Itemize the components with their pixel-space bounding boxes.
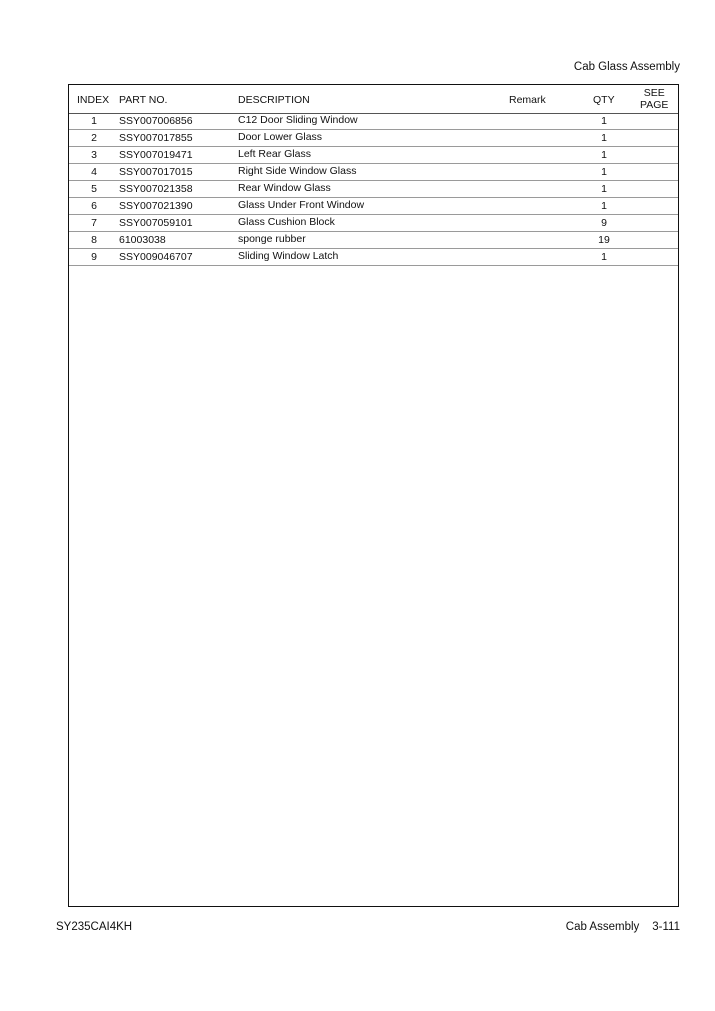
cell-index: 7 bbox=[91, 217, 97, 229]
cell-description: Sliding Window Latch bbox=[238, 250, 339, 262]
cell-qty: 1 bbox=[601, 149, 607, 161]
table-row bbox=[69, 130, 678, 147]
cell-index: 3 bbox=[91, 149, 97, 161]
cell-index: 2 bbox=[91, 132, 97, 144]
table-body bbox=[69, 113, 678, 266]
cell-qty: 1 bbox=[601, 115, 607, 127]
footer-model: SY235CAI4KH bbox=[56, 921, 133, 933]
cell-index: 5 bbox=[91, 183, 97, 195]
cell-description: Rear Window Glass bbox=[238, 182, 331, 194]
cell-description: C12 Door Sliding Window bbox=[238, 114, 358, 126]
cell-description: Glass Cushion Block bbox=[238, 216, 335, 228]
cell-description: Glass Under Front Window bbox=[238, 199, 365, 211]
cell-index: 6 bbox=[91, 200, 97, 212]
column-header-part-no: PART NO. bbox=[119, 94, 168, 106]
cell-part-no: SSY007006856 bbox=[119, 115, 193, 127]
cell-part-no: 61003038 bbox=[119, 234, 166, 246]
table-header bbox=[69, 85, 678, 114]
parts-table-frame bbox=[68, 84, 679, 907]
column-header-qty: QTY bbox=[593, 94, 615, 106]
footer-section-info bbox=[566, 921, 680, 933]
cell-description: sponge rubber bbox=[238, 233, 306, 245]
column-header-index: INDEX bbox=[77, 94, 110, 106]
page-number: 3-111 bbox=[652, 921, 680, 933]
see-page-line1: SEE bbox=[643, 87, 665, 99]
cell-part-no: SSY007017855 bbox=[119, 132, 193, 144]
cell-qty: 1 bbox=[601, 166, 607, 178]
cell-qty: 1 bbox=[601, 132, 607, 144]
table-row bbox=[69, 249, 678, 266]
table-row bbox=[69, 232, 678, 249]
cell-index: 4 bbox=[91, 166, 97, 178]
table-row bbox=[69, 215, 678, 232]
table-row bbox=[69, 113, 678, 130]
cell-qty: 1 bbox=[601, 183, 607, 195]
see-page-line2: PAGE bbox=[640, 99, 669, 111]
cell-part-no: SSY007021358 bbox=[119, 183, 193, 195]
cell-part-no: SSY007019471 bbox=[119, 149, 193, 161]
table-row bbox=[69, 164, 678, 181]
column-header-remark: Remark bbox=[509, 94, 546, 106]
column-header-description: DESCRIPTION bbox=[238, 94, 310, 106]
cell-qty: 1 bbox=[601, 200, 607, 212]
table-row bbox=[69, 181, 678, 198]
cell-part-no: SSY009046707 bbox=[119, 251, 193, 263]
cell-part-no: SSY007017015 bbox=[119, 166, 193, 178]
cell-qty: 9 bbox=[601, 217, 607, 229]
footer-section: Cab Assembly bbox=[565, 921, 640, 933]
cell-index: 1 bbox=[91, 115, 97, 127]
cell-qty: 1 bbox=[601, 251, 607, 263]
cell-description: Door Lower Glass bbox=[238, 131, 323, 143]
page-title: Cab Glass Assembly bbox=[573, 61, 680, 73]
cell-index: 9 bbox=[91, 251, 97, 263]
cell-part-no: SSY007059101 bbox=[119, 217, 193, 229]
cell-description: Right Side Window Glass bbox=[238, 165, 357, 177]
table-row bbox=[69, 147, 678, 164]
cell-description: Left Rear Glass bbox=[238, 148, 311, 160]
column-header-see-page bbox=[640, 87, 668, 111]
cell-qty: 19 bbox=[598, 234, 610, 246]
cell-index: 8 bbox=[91, 234, 97, 246]
cell-part-no: SSY007021390 bbox=[119, 200, 193, 212]
table-row bbox=[69, 198, 678, 215]
